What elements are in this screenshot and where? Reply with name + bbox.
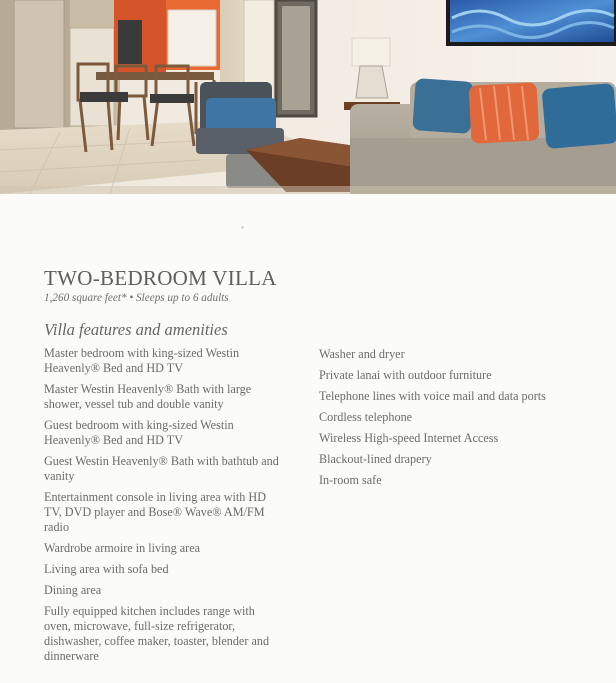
villa-living-room-photo [0, 0, 616, 194]
list-item: Living area with sofa bed [44, 562, 169, 576]
list-item: Fully equipped kitchen includes range with oven, microwave, full-size refrigerator, dishwasher, coffee maker, toaster, blender and dinnerware [44, 604, 270, 663]
features-list-right [319, 347, 589, 494]
print-speck [241, 226, 244, 229]
list-item: Master Westin Heavenly® Bath with large shower, vessel tub and double vanity [44, 382, 252, 411]
features-heading: Villa features and amenities [44, 320, 228, 339]
list-item: Master bedroom with king-sized Westin Heavenly® Bed and HD TV [44, 346, 240, 375]
list-item: Wireless High-speed Internet Access [319, 431, 499, 445]
page-title: TWO-BEDROOM VILLA [44, 266, 277, 290]
list-item: Entertainment console in living area with HD TV, DVD player and Bose® Wave® AM/FM radio [44, 490, 267, 534]
list-item: Wardrobe armoire in living area [44, 541, 201, 555]
list-item: Blackout-lined drapery [319, 452, 432, 466]
list-item: Telephone lines with voice mail and data ports [319, 389, 546, 403]
list-item: Washer and dryer [319, 347, 405, 361]
list-item: In-room safe [319, 473, 382, 487]
villa-size-and-capacity: 1,260 square feet* • Sleeps up to 6 adults [44, 292, 229, 304]
list-item: Guest Westin Heavenly® Bath with bathtub and vanity [44, 454, 279, 483]
list-item: Cordless telephone [319, 410, 413, 424]
list-item: Dining area [44, 583, 102, 597]
list-item: Guest bedroom with king-sized Westin Heavenly® Bed and HD TV [44, 418, 234, 447]
features-list-left [44, 346, 284, 670]
list-item: Private lanai with outdoor furniture [319, 368, 492, 382]
